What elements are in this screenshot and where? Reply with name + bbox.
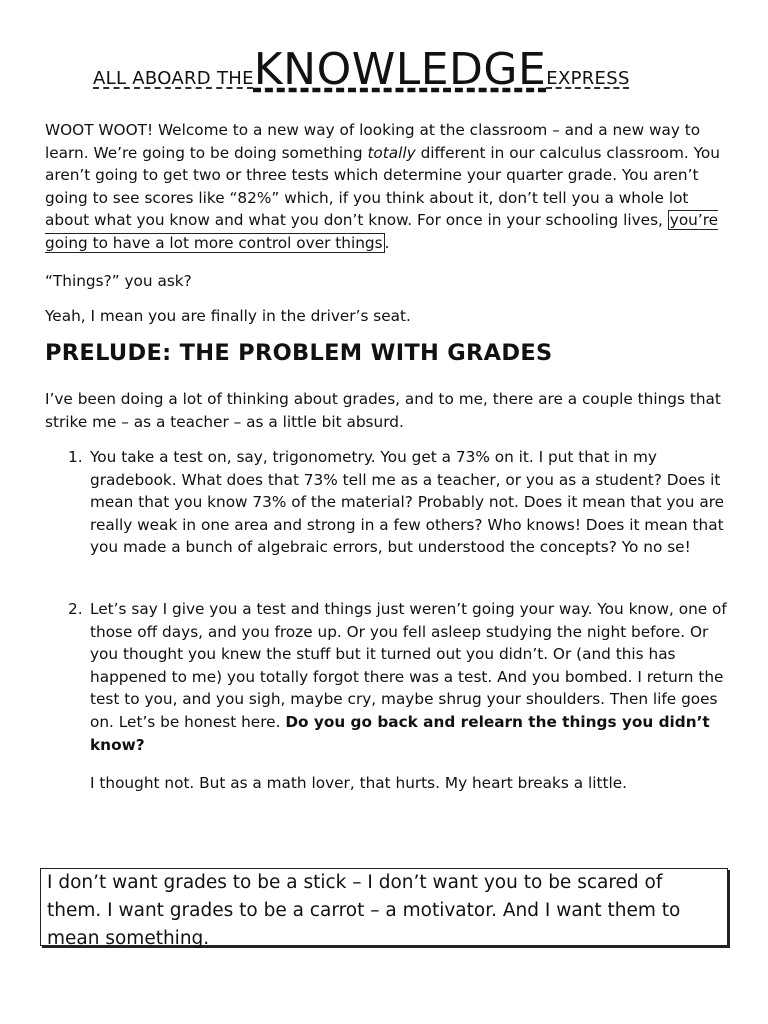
intro-start: WOOT WOOT! Welcome to a new way of looking at the classroom – and a new way to learn. We’re going to be doing something <box>45 121 701 162</box>
prelude-paragraph: I’ve been doing a lot of thinking about grades, and to me, there are a couple things that strike me – as a teacher – as a little bit absurd. <box>45 390 721 431</box>
intro-paragraph <box>45 119 735 255</box>
intro-end: . <box>384 233 390 252</box>
list-text-body: Let’s say I give you a test and things just weren’t going your way. You know, one of those off days, and you froze up. Or you fell asleep studying the night before. Or you thought you knew the stuff but it turned out you didn’t. Or (and this has happened to me) you totally forgot there was a test. And you bombed. I return the test to you, and you sigh, maybe cry, maybe shrug your shoulders. Then life goes on. Let’s be honest here. <box>90 600 727 731</box>
things-question: “Things?” you ask? <box>45 272 192 290</box>
thought-not-line: I thought not. But as a math lover, that hurts. My heart breaks a little. <box>90 774 628 792</box>
list-text <box>90 598 730 756</box>
intro-boxed-phrase: you’re going to have a lot more control over things <box>45 211 719 252</box>
intro-middle: different in our calculus classroom. You aren’t going to get two or three tests which determine your quarter grade. You aren’t going to see scores like “82%” which, if you think about it, don’t tell you a whole lot about what you know and what you don’t know. For once in your schooling lives, <box>45 143 720 230</box>
list-number: 1. <box>68 448 83 466</box>
title-prefix: ALL ABOARD THE <box>93 68 254 89</box>
title-suffix: EXPRESS <box>546 68 630 89</box>
list-number: 2. <box>68 600 83 618</box>
section-heading: PRELUDE: THE PROBLEM WITH GRADES <box>45 340 553 366</box>
list-text-bold: Do you go back and relearn the things you didn’t know? <box>90 712 710 754</box>
drivers-seat-line: Yeah, I mean you are finally in the driver’s seat. <box>45 307 411 325</box>
intro-emphasis: totally <box>367 143 416 162</box>
document-title <box>93 46 677 94</box>
callout-box: I don’t want grades to be a stick – I don’t want you to be scared of them. I want grades to be a carrot – a motivator. And I want them to mean something. <box>40 868 728 946</box>
list-text: You take a test on, say, trigonometry. You get a 73% on it. I put that in my gradebook. What does that 73% tell me as a teacher, or you as a student? Does it mean that you know 73% of the material? Probably not. Does it mean that you are really weak in one area and strong in a few others? Who knows! Does it mean that you made a bunch of algebraic errors, but understood the concepts? Yo no se! <box>90 448 725 557</box>
title-main: KNOWLEDGE <box>253 44 547 95</box>
